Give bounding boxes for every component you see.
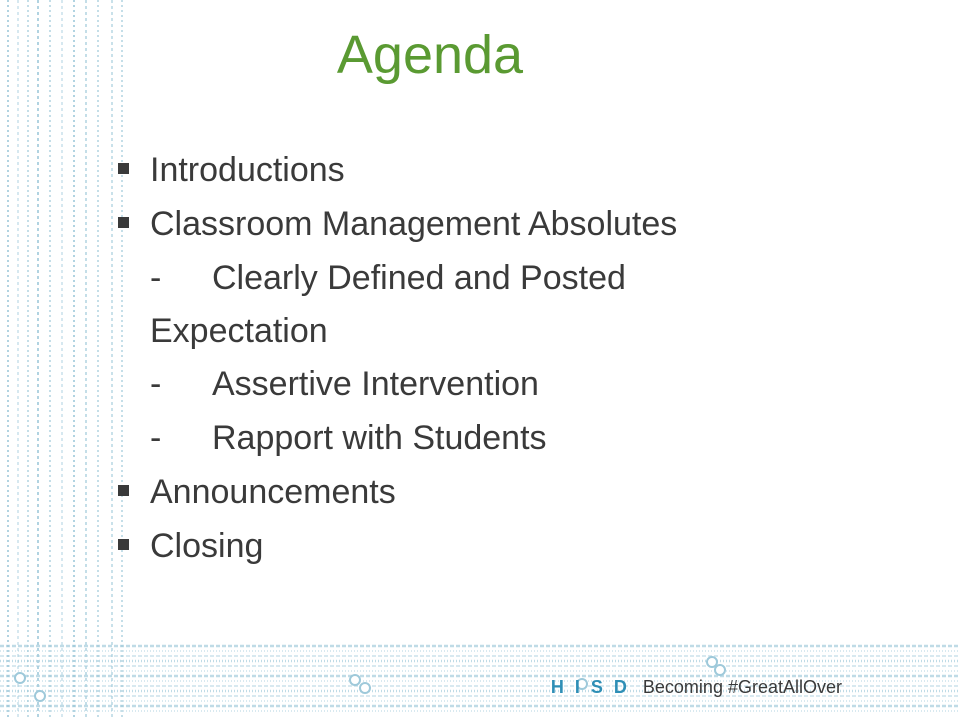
square-bullet-icon [118,485,129,496]
square-bullet-icon [118,217,129,228]
square-bullet-icon [118,539,129,550]
agenda-subitem-rapport [112,411,872,465]
agenda-subitem-label: Clearly Defined and Posted [212,259,626,297]
agenda-subitem-assertive-intervention [112,357,872,411]
agenda-item-label: Classroom Management Absolutes [150,205,678,243]
agenda-item-label: Closing [150,527,264,565]
agenda-item-label: Introductions [150,151,345,189]
agenda-item-announcements [112,465,872,519]
agenda-subitem-continuation: Expectation [150,312,328,350]
agenda-subitem-expectations [112,251,872,357]
agenda-item-label: Announcements [150,473,396,511]
org-logo-text: H I S D [550,677,630,697]
agenda-subitem-label: Rapport with Students [212,419,547,457]
dash-marker: - [150,365,162,403]
footer-slogan: Becoming #GreatAllOver [642,677,842,697]
agenda-subitem-label: Assertive Intervention [212,365,539,403]
dash-marker: - [150,259,162,297]
footer [551,676,842,698]
dash-marker: - [150,419,162,457]
slide-title: Agenda [336,25,524,85]
agenda-item-classroom-management [112,197,872,251]
agenda-list [112,143,872,573]
agenda-item-closing [112,519,872,573]
left-decorative-border [0,0,130,720]
agenda-item-introductions [112,143,872,197]
square-bullet-icon [118,163,129,174]
